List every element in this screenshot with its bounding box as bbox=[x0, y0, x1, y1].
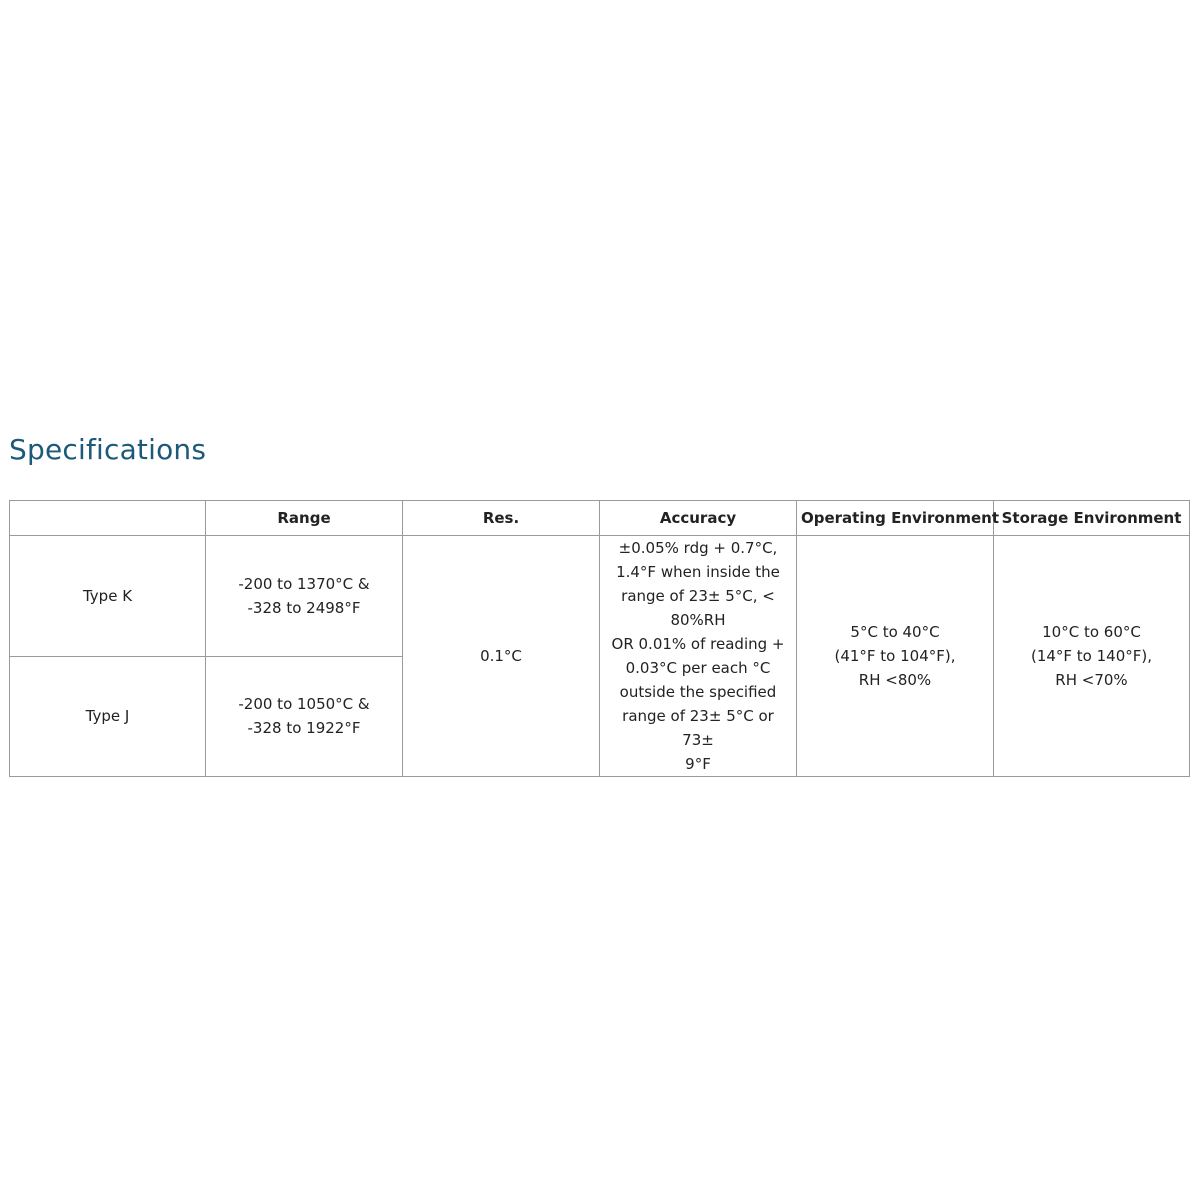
accuracy-line: range of 23± 5°C, < bbox=[621, 587, 775, 605]
accuracy-line: outside the specified bbox=[619, 683, 777, 701]
header-accuracy: Accuracy bbox=[600, 501, 797, 536]
accuracy-line: 1.4°F when inside the bbox=[616, 563, 780, 581]
operating-environment-line: (41°F to 104°F), bbox=[834, 647, 956, 665]
header-operating-environment: Operating Environment bbox=[797, 501, 994, 536]
storage-environment-line: RH <70% bbox=[1055, 671, 1128, 689]
operating-environment-line: 5°C to 40°C bbox=[850, 623, 940, 641]
operating-environment-line: RH <80% bbox=[858, 671, 932, 689]
accuracy-line: ±0.05% rdg + 0.7°C, bbox=[618, 539, 778, 557]
storage-environment-cell bbox=[994, 536, 1190, 777]
header-storage-environment: Storage Environment bbox=[994, 501, 1190, 536]
range-type-k bbox=[206, 536, 403, 657]
range-type-k-line-2: -328 to 2498°F bbox=[247, 598, 361, 617]
operating-environment-cell bbox=[797, 536, 994, 777]
row-label-type-j: Type J bbox=[10, 656, 206, 777]
header-range: Range bbox=[206, 501, 403, 536]
range-type-j bbox=[206, 656, 403, 777]
header-empty bbox=[10, 501, 206, 536]
accuracy-line: 80%RH bbox=[670, 611, 726, 629]
accuracy-line: range of 23± 5°C or 73± bbox=[622, 707, 774, 749]
range-type-j-line-2: -328 to 1922°F bbox=[247, 719, 361, 738]
header-resolution: Res. bbox=[403, 501, 600, 536]
range-type-j-line-1: -200 to 1050°C & bbox=[238, 695, 370, 714]
accuracy-cell bbox=[600, 536, 797, 777]
table-header-row bbox=[10, 501, 1190, 536]
table-row-type-k bbox=[10, 536, 1190, 657]
row-label-type-k: Type K bbox=[10, 536, 206, 657]
range-type-k-line-1: -200 to 1370°C & bbox=[238, 574, 370, 593]
accuracy-line: 9°F bbox=[685, 755, 711, 773]
accuracy-line: 0.03°C per each °C bbox=[625, 659, 771, 677]
storage-environment-line: 10°C to 60°C bbox=[1042, 623, 1141, 641]
storage-environment-line: (14°F to 140°F), bbox=[1030, 647, 1153, 665]
resolution-cell: 0.1°C bbox=[403, 536, 600, 777]
specifications-table bbox=[9, 500, 1190, 777]
page-title: Specifications bbox=[9, 433, 207, 466]
accuracy-line: OR 0.01% of reading + bbox=[611, 635, 785, 653]
